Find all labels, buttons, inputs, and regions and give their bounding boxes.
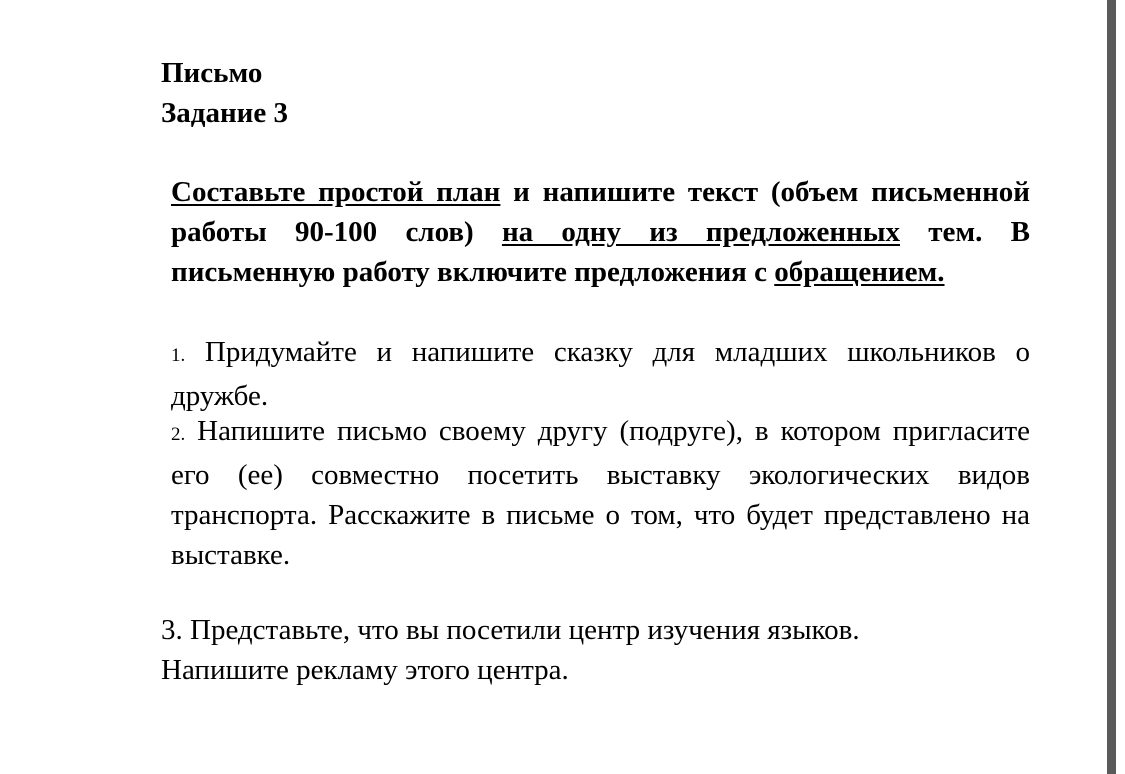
instruction-underlined-address: обращением.: [774, 256, 945, 288]
topic-number-2: 2.: [171, 424, 186, 445]
instruction-text-2: тем. В письменную работу включите предложения с: [171, 216, 1030, 288]
topic-text-3: Представьте, что вы посетили центр изучения языков. Напишите рекламу этого центра.: [161, 614, 860, 686]
topic-number-1: 1.: [171, 345, 186, 366]
topic-text-2: Напишите письмо своему другу (подруге), в котором пригласите его (ее) совместно посетить выставку экологических видов транспорта. Расскажите в письме о том, что будет представлено на выставке.: [171, 415, 1030, 571]
topic-text-1: Придумайте и напишите сказку для младших школьников о дружбе.: [171, 336, 1030, 412]
task-instruction: [171, 172, 1030, 292]
topic-item-3: [161, 610, 881, 690]
topic-item-2: [171, 411, 1030, 575]
instruction-text-1: и напишите текст (объем письменной работы 90-100 слов): [171, 176, 1030, 248]
topic-number-3: 3.: [161, 614, 183, 646]
instruction-underlined-topics: на одну из предложенных: [501, 216, 900, 248]
task-number: Задание 3: [161, 97, 289, 129]
instruction-underlined-plan: Составьте простой план: [171, 176, 501, 208]
page-edge-border: [1107, 0, 1116, 774]
topic-item-1: [171, 332, 1030, 416]
document-title: Письмо: [161, 57, 263, 89]
